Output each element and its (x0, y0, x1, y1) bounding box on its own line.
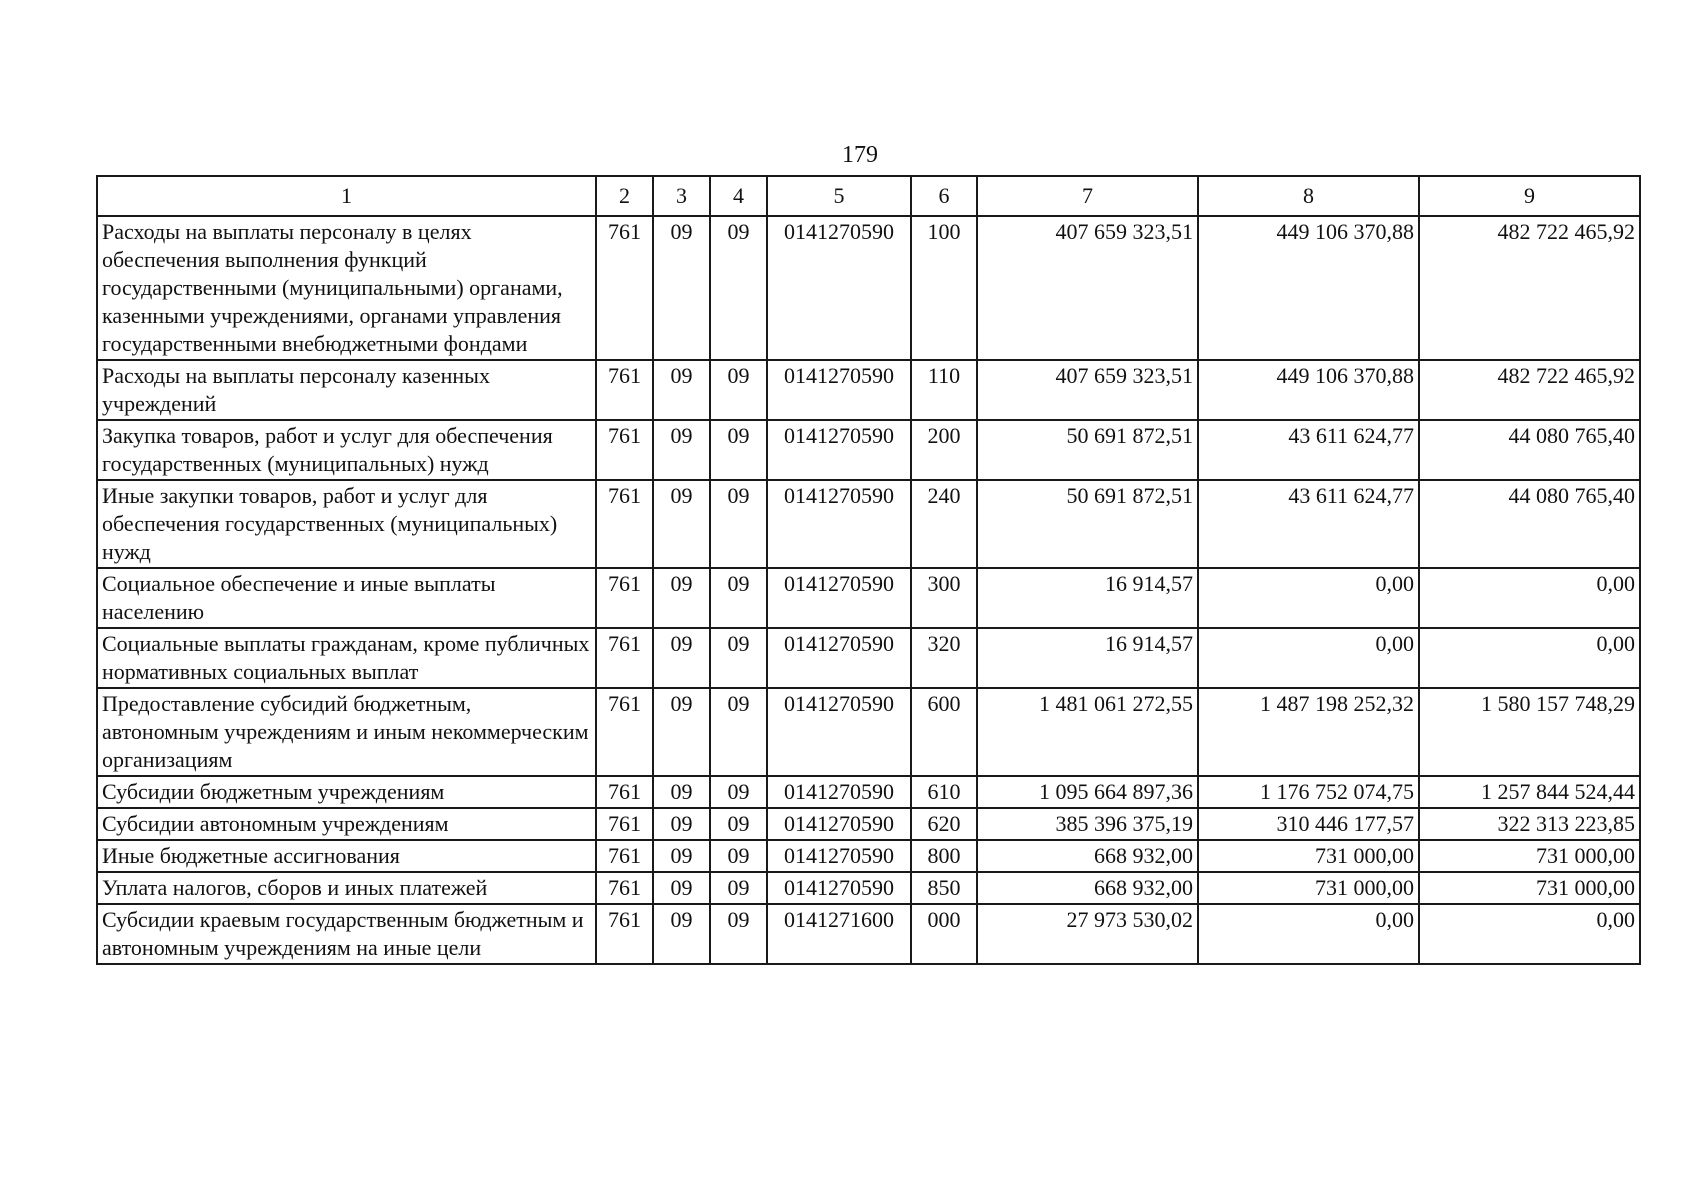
row-csr: 0141270590 (767, 216, 911, 360)
row-amount-2: 731 000,00 (1198, 840, 1419, 872)
row-pr: 09 (710, 872, 767, 904)
row-csr: 0141270590 (767, 776, 911, 808)
row-pr: 09 (710, 688, 767, 776)
row-amount-3: 0,00 (1419, 568, 1640, 628)
row-amount-3: 1 257 844 524,44 (1419, 776, 1640, 808)
row-name: Уплата налогов, сборов и иных платежей (97, 872, 596, 904)
row-vr: 620 (911, 808, 977, 840)
column-header: 3 (653, 176, 710, 216)
table-row (97, 904, 1640, 964)
row-grbs: 761 (596, 216, 653, 360)
row-amount-3: 322 313 223,85 (1419, 808, 1640, 840)
row-name: Расходы на выплаты персоналу казенных учреждений (97, 360, 596, 420)
row-amount-2: 310 446 177,57 (1198, 808, 1419, 840)
row-amount-1: 668 932,00 (977, 872, 1198, 904)
row-csr: 0141270590 (767, 840, 911, 872)
row-amount-1: 50 691 872,51 (977, 480, 1198, 568)
row-vr: 110 (911, 360, 977, 420)
row-amount-2: 43 611 624,77 (1198, 420, 1419, 480)
row-vr: 300 (911, 568, 977, 628)
table-row (97, 568, 1640, 628)
row-amount-2: 43 611 624,77 (1198, 480, 1419, 568)
row-pr: 09 (710, 568, 767, 628)
row-amount-1: 16 914,57 (977, 628, 1198, 688)
table-row (97, 776, 1640, 808)
row-rz: 09 (653, 904, 710, 964)
row-grbs: 761 (596, 688, 653, 776)
column-header: 5 (767, 176, 911, 216)
row-amount-2: 0,00 (1198, 568, 1419, 628)
row-amount-3: 0,00 (1419, 904, 1640, 964)
row-amount-3: 731 000,00 (1419, 840, 1640, 872)
row-amount-3: 482 722 465,92 (1419, 216, 1640, 360)
row-amount-3: 731 000,00 (1419, 872, 1640, 904)
row-vr: 800 (911, 840, 977, 872)
row-rz: 09 (653, 808, 710, 840)
row-csr: 0141270590 (767, 480, 911, 568)
row-amount-3: 44 080 765,40 (1419, 420, 1640, 480)
row-csr: 0141270590 (767, 360, 911, 420)
row-grbs: 761 (596, 480, 653, 568)
row-amount-1: 407 659 323,51 (977, 216, 1198, 360)
row-amount-1: 50 691 872,51 (977, 420, 1198, 480)
row-vr: 320 (911, 628, 977, 688)
row-csr: 0141270590 (767, 420, 911, 480)
table-row (97, 688, 1640, 776)
row-pr: 09 (710, 480, 767, 568)
column-header: 4 (710, 176, 767, 216)
row-amount-2: 1 176 752 074,75 (1198, 776, 1419, 808)
row-name: Расходы на выплаты персоналу в целях обеспечения выполнения функций государственными (муниципальными) органами, казенными учреждениями, органами управления государственными внебюджетными фондами (97, 216, 596, 360)
row-csr: 0141270590 (767, 872, 911, 904)
row-pr: 09 (710, 628, 767, 688)
row-name: Социальное обеспечение и иные выплаты населению (97, 568, 596, 628)
header-row (97, 176, 1640, 216)
row-vr: 600 (911, 688, 977, 776)
row-amount-2: 449 106 370,88 (1198, 216, 1419, 360)
row-pr: 09 (710, 808, 767, 840)
column-header: 7 (977, 176, 1198, 216)
row-amount-3: 0,00 (1419, 628, 1640, 688)
table-row (97, 420, 1640, 480)
column-header: 1 (97, 176, 596, 216)
row-vr: 200 (911, 420, 977, 480)
row-amount-3: 1 580 157 748,29 (1419, 688, 1640, 776)
row-amount-3: 44 080 765,40 (1419, 480, 1640, 568)
row-vr: 610 (911, 776, 977, 808)
row-name: Субсидии краевым государственным бюджетным и автономным учреждениям на иные цели (97, 904, 596, 964)
page-number: 179 (842, 142, 878, 168)
row-name: Иные бюджетные ассигнования (97, 840, 596, 872)
row-amount-1: 385 396 375,19 (977, 808, 1198, 840)
row-amount-2: 0,00 (1198, 628, 1419, 688)
row-grbs: 761 (596, 420, 653, 480)
row-amount-2: 449 106 370,88 (1198, 360, 1419, 420)
row-rz: 09 (653, 840, 710, 872)
row-rz: 09 (653, 776, 710, 808)
row-amount-1: 668 932,00 (977, 840, 1198, 872)
column-header: 9 (1419, 176, 1640, 216)
row-grbs: 761 (596, 904, 653, 964)
row-amount-3: 482 722 465,92 (1419, 360, 1640, 420)
row-pr: 09 (710, 216, 767, 360)
budget-table (96, 175, 1641, 965)
row-pr: 09 (710, 420, 767, 480)
row-rz: 09 (653, 628, 710, 688)
row-name: Субсидии автономным учреждениям (97, 808, 596, 840)
column-header: 6 (911, 176, 977, 216)
row-pr: 09 (710, 360, 767, 420)
row-name: Закупка товаров, работ и услуг для обеспечения государственных (муниципальных) нужд (97, 420, 596, 480)
row-name: Предоставление субсидий бюджетным, автономным учреждениям и иным некоммерческим организациям (97, 688, 596, 776)
row-vr: 240 (911, 480, 977, 568)
row-amount-1: 407 659 323,51 (977, 360, 1198, 420)
row-vr: 000 (911, 904, 977, 964)
row-csr: 0141270590 (767, 568, 911, 628)
row-grbs: 761 (596, 360, 653, 420)
row-grbs: 761 (596, 808, 653, 840)
row-rz: 09 (653, 216, 710, 360)
row-amount-1: 27 973 530,02 (977, 904, 1198, 964)
row-rz: 09 (653, 480, 710, 568)
table-row (97, 480, 1640, 568)
column-header: 2 (596, 176, 653, 216)
row-name: Субсидии бюджетным учреждениям (97, 776, 596, 808)
row-grbs: 761 (596, 628, 653, 688)
row-grbs: 761 (596, 872, 653, 904)
row-grbs: 761 (596, 840, 653, 872)
row-rz: 09 (653, 688, 710, 776)
table-row (97, 216, 1640, 360)
row-vr: 100 (911, 216, 977, 360)
column-header: 8 (1198, 176, 1419, 216)
table-row (97, 872, 1640, 904)
row-pr: 09 (710, 904, 767, 964)
table-row (97, 840, 1640, 872)
row-csr: 0141271600 (767, 904, 911, 964)
row-amount-1: 1 481 061 272,55 (977, 688, 1198, 776)
row-amount-1: 16 914,57 (977, 568, 1198, 628)
row-pr: 09 (710, 840, 767, 872)
row-rz: 09 (653, 360, 710, 420)
row-rz: 09 (653, 872, 710, 904)
row-rz: 09 (653, 568, 710, 628)
row-amount-1: 1 095 664 897,36 (977, 776, 1198, 808)
table-row (97, 628, 1640, 688)
row-csr: 0141270590 (767, 688, 911, 776)
table-row (97, 808, 1640, 840)
row-name: Социальные выплаты гражданам, кроме публичных нормативных социальных выплат (97, 628, 596, 688)
row-amount-2: 1 487 198 252,32 (1198, 688, 1419, 776)
row-name: Иные закупки товаров, работ и услуг для обеспечения государственных (муниципальных) нужд (97, 480, 596, 568)
row-amount-2: 731 000,00 (1198, 872, 1419, 904)
row-amount-2: 0,00 (1198, 904, 1419, 964)
row-csr: 0141270590 (767, 628, 911, 688)
table-row (97, 360, 1640, 420)
row-csr: 0141270590 (767, 808, 911, 840)
row-grbs: 761 (596, 568, 653, 628)
row-pr: 09 (710, 776, 767, 808)
row-grbs: 761 (596, 776, 653, 808)
row-vr: 850 (911, 872, 977, 904)
row-rz: 09 (653, 420, 710, 480)
